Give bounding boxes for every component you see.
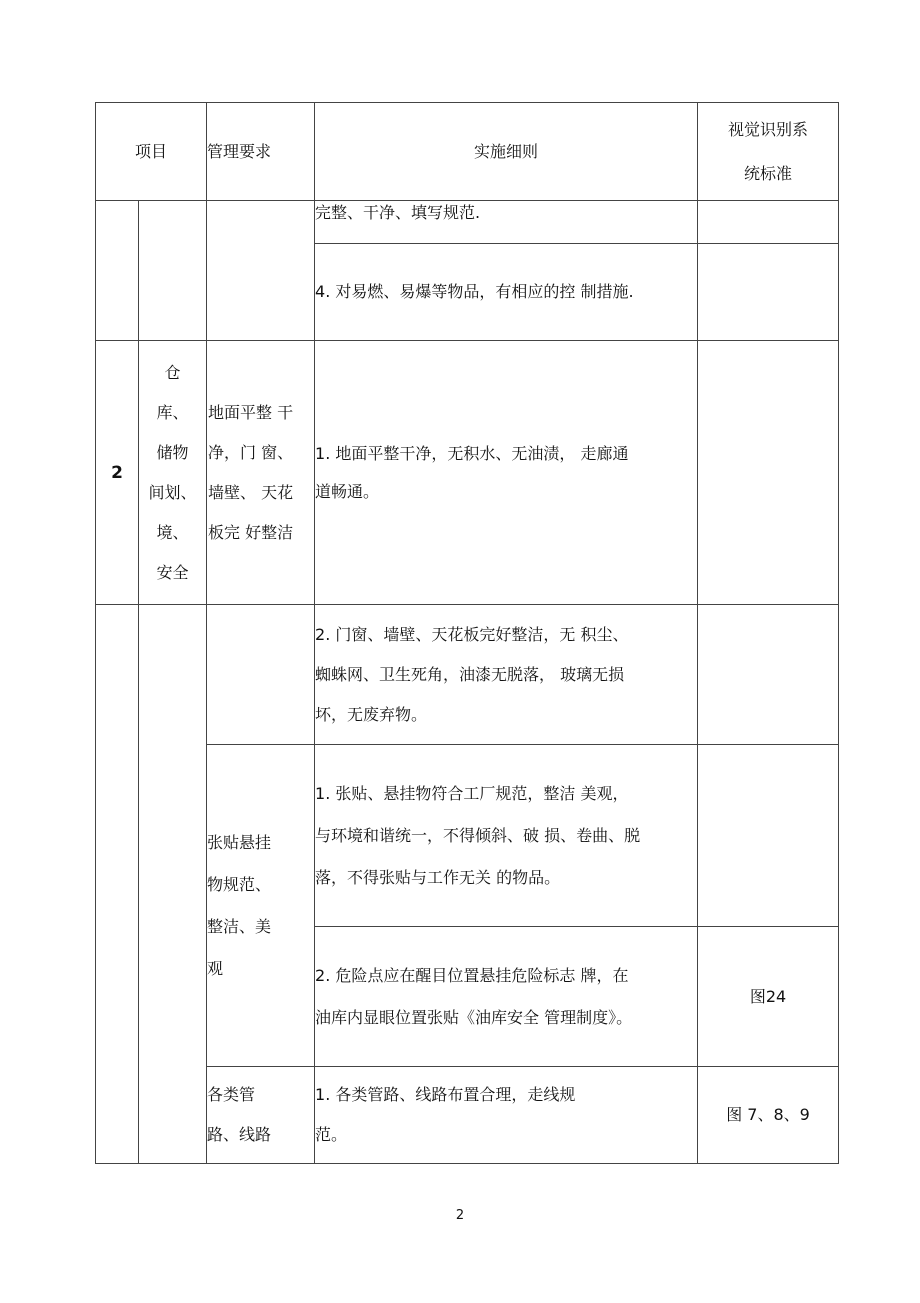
number-cell [96,201,139,341]
vi-cell: 图24 [698,927,839,1067]
table-row [96,201,839,244]
table-row [96,745,839,927]
detail-cell: 1. 各类管路、线路布置合理，走线规 范。 [315,1067,698,1164]
table-row [96,1067,839,1164]
requirement-cell: 地面平整 干 净，门 窗、 墙壁、 天花 板完 好整洁 [207,341,315,605]
table-header-row [96,103,839,201]
header-requirement: 管理要求 [207,103,315,201]
vi-cell [698,341,839,605]
vi-cell [698,201,839,244]
detail-cell: 完整、干净、填写规范. [315,201,698,244]
row-number: 2 [96,341,139,605]
detail-cell: 1. 地面平整干净，无积水、无油渍， 走廊通 道畅通。 [315,341,698,605]
page-number: 2 [455,1208,465,1223]
header-vi-standard: 视觉识别系 统标准 [698,103,839,201]
number-cell [96,605,139,1164]
table-row [96,341,839,605]
vi-cell [698,745,839,927]
item-cell: 仓 库、 储物 间划、 境、 安全 [139,341,207,605]
header-detail: 实施细则 [315,103,698,201]
vi-cell [698,244,839,341]
header-item: 项目 [96,103,207,201]
vi-cell [698,605,839,745]
requirement-cell [207,605,315,745]
table-row [96,605,839,745]
detail-cell: 2. 门窗、墙壁、天花板完好整洁，无 积尘、 蜘蛛网、卫生死角，油漆无脱落， 玻璃无损 坏，无废弃物。 [315,605,698,745]
requirement-cell: 张贴悬挂 物规范、 整洁、美 观 [207,745,315,1067]
vi-cell: 图 7、8、9 [698,1067,839,1164]
detail-cell: 4. 对易燃、易爆等物品，有相应的控 制措施. [315,244,698,341]
detail-cell: 1. 张贴、悬挂物符合工厂规范，整洁 美观， 与环境和谐统一，不得倾斜、破 损、卷曲、脱 落，不得张贴与工作无关 的物品。 [315,745,698,927]
management-standards-table [95,102,839,1164]
requirement-cell [207,201,315,341]
item-cell [139,605,207,1164]
requirement-cell: 各类管 路、线路 [207,1067,315,1164]
item-cell [139,201,207,341]
detail-cell: 2. 危险点应在醒目位置悬挂危险标志 牌，在 油库内显眼位置张贴《油库安全 管理制度》。 [315,927,698,1067]
